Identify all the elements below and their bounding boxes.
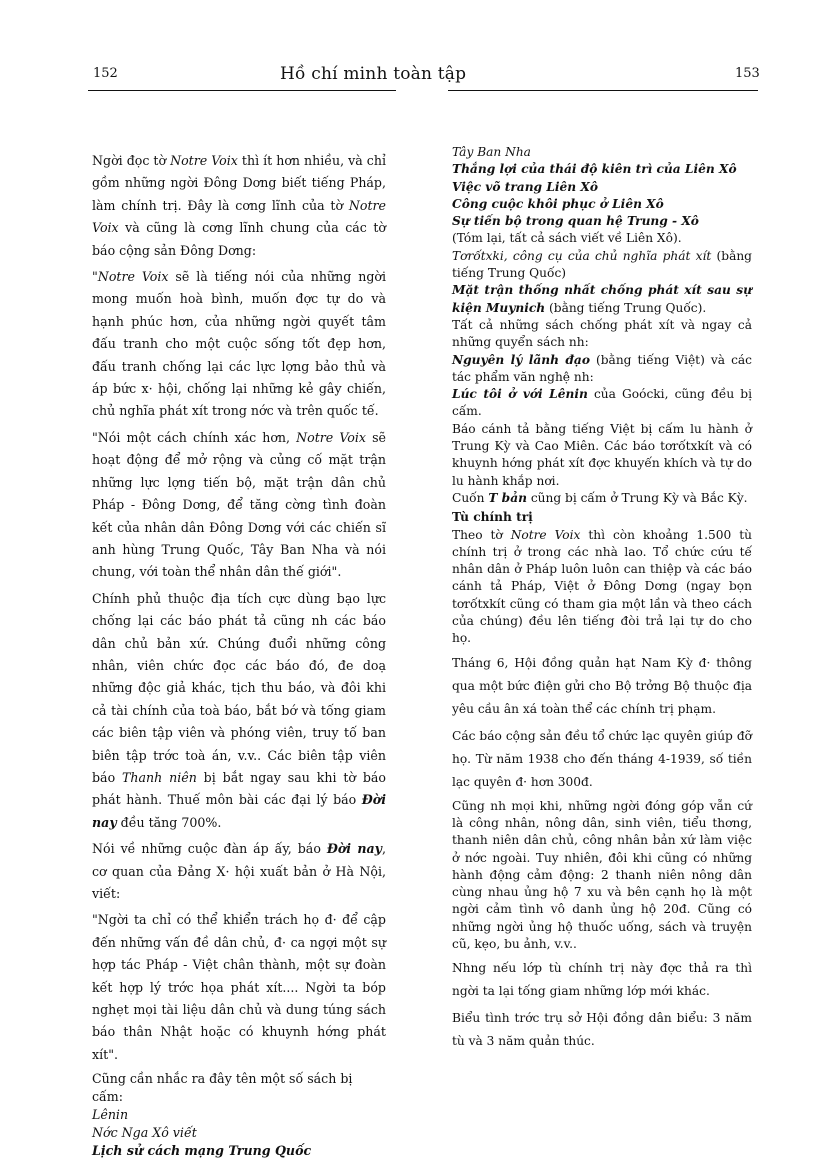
header-rule-left xyxy=(88,90,396,91)
book-title: Công cuộc khôi phục ở Liên Xô xyxy=(452,196,664,211)
header-rule-right xyxy=(448,90,758,91)
paragraph: Theo tờ Notre Voix thì còn khoảng 1.500 tù chính trị ở trong các nhà lao. Tổ chức cứu tế nhân dân ở Pháp luôn luôn can thiệp và các báo cánh tả Pháp, Việt ở Đông Dơng (ngay bọn tơrốtxkít cũng có tham gia một lần và theo cách của chúng) đều lên tiếng đòi trả lại tự do cho họ. xyxy=(452,527,753,646)
book-title: Tây Ban Nha xyxy=(452,145,531,159)
book-title: Thắng lợi của thái độ kiên trì của Liên Xô xyxy=(452,162,737,177)
text-line: Tất cả những sách chống phát xít và ngay cả những quyển sách nh: xyxy=(452,317,752,350)
book-title: Lịch sử cách mạng Trung Quốc xyxy=(92,1143,312,1159)
text-line: Cuốn T bản cũng bị cấm ở Trung Kỳ và Bắc Kỳ. xyxy=(452,490,748,505)
text-line: (Tóm lại, tất cả sách viết về Liên Xô). xyxy=(452,231,682,246)
text-line: Mặt trận thống nhất chống phát xít sau sự kiện Muynich (bằng tiếng Trung Quốc). xyxy=(452,283,752,315)
paragraph: Nói về những cuộc đàn áp ấy, báo Đời nay, cơ quan của Đảng X· hội xuất bản ở Hà Nội, viết: xyxy=(92,841,386,901)
text-line: Tơrốtxki, công cụ của chủ nghĩa phát xít (bằng tiếng Trung Quốc) xyxy=(452,248,752,281)
book-title: Lênin xyxy=(92,1107,129,1123)
section-heading: Tù chính trị xyxy=(452,510,533,525)
paragraph: Ngời đọc tờ Notre Voix thì ít hơn nhiều, và chỉ gồm những ngời Đông Dơng biết tiếng Pháp, làm chính trị. Đây là cơng lĩnh của tờ Notre Voix và cũng là cơng lĩnh chung của các tờ báo cộng sản Đông Dơng: xyxy=(92,153,386,258)
text-line: Báo cánh tả bằng tiếng Việt bị cấm lu hành ở Trung Kỳ và Cao Miên. Các báo tơrốtxkít và có khuynh hớng phát xít đợc khuyến khích và tự do lu hành khắp nơi. xyxy=(452,421,752,488)
paragraph: Tháng 6, Hội đồng quản hạt Nam Kỳ đ· thông qua một bức điện gửi cho Bộ trởng Bộ thuộc địa yêu cầu ân xá toàn thể các chính trị phạm. xyxy=(452,655,752,716)
running-title: Hồ chí minh toàn tập xyxy=(280,64,467,84)
paragraph: Các báo cộng sản đều tổ chức lạc quyên giúp đỡ họ. Từ năm 1938 cho đến tháng 4-1939, số tiền lạc quyên đ· hơn 300đ. xyxy=(452,728,752,789)
text-line: Nguyên lý lãnh đạo (bằng tiếng Việt) và các tác phẩm văn nghệ nh: xyxy=(452,352,752,384)
paragraph: Nhng nếu lớp tù chính trị này đợc thả ra thì ngời ta lại tống giam những lớp mới khác. xyxy=(452,961,752,999)
text-line: Lúc tôi ở với Lênin của Goócki, cũng đều bị cấm. xyxy=(452,387,752,419)
book-title: Sự tiến bộ trong quan hệ Trung - Xô xyxy=(452,214,699,229)
page-number-left: 152 xyxy=(93,66,118,81)
quote-paragraph: "Ngời ta chỉ có thể khiển trách họ đ· để cập đến những vấn đề dân chủ, đ· ca ngợi một sự hợp tác Pháp - Việt chân thành, một sự đoàn kết hợp lý trớc họa phát xít.... Ngời ta bóp nghẹt mọi tài liệu dân chủ và dung túng sách báo thân Nhật hoặc có khuynh hớng phát xít". xyxy=(92,912,386,1062)
paragraph: Chính phủ thuộc địa tích cực dùng bạo lực chống lại các báo phát tả cũng nh các báo dân chủ bản xứ. Chúng đuổi những công nhân, viên chức đọc các báo đó, đe doạ những độc giả khác, tịch thu báo, và đôi khi cả tài chính của toà báo, bắt bớ và tống giam các biên tập viên và phóng viên, truy tố ban biên tập trớc toà án, v.v.. Các biên tập viên báo Thanh niên bị bắt ngay sau khi tờ báo phát hành. Thuế môn bài các đại lý báo Đời nay đều tăng 700%. xyxy=(92,590,387,830)
page-number-right: 153 xyxy=(735,66,760,81)
book-title: Nớc Nga Xô viết xyxy=(92,1125,197,1141)
paragraph: Cũng cần nhắc ra đây tên một số sách bị cấm: xyxy=(92,1071,353,1105)
paragraph: "Notre Voix sẽ là tiếng nói của những ngời mong muốn hoà bình, muốn đợc tự do và hạnh phúc hơn, của những ngời quyết tâm đấu tranh cho một cuộc sống tốt đẹp hơn, đấu tranh chống lại các lực lợng bảo thủ và áp bức x· hội, chống lại những kẻ gây chiến, chủ nghĩa phát xít trong nớc và trên quốc tế. xyxy=(92,269,386,419)
paragraph: Biểu tình trớc trụ sở Hội đồng dân biểu: 3 năm tù và 3 năm quản thúc. xyxy=(452,1011,752,1049)
right-column xyxy=(452,144,752,1057)
paragraph: "Nói một cách chính xác hơn, Notre Voix sẽ hoạt động để mở rộng và củng cố mặt trận những lực lợng tiến bộ, mặt trận dân chủ Pháp - Đông Dơng, để tăng cờng tình đoàn kết của nhân dân Đông Dơng với các chiến sĩ anh hùng Trung Quốc, Tây Ban Nha và nói chung, với toàn thể nhân dân thế giới". xyxy=(92,429,386,580)
paragraph: Cũng nh mọi khi, những ngời đóng góp vẫn cứ là công nhân, nông dân, sinh viên, tiểu thơng, thanh niên dân chủ, công nhân bản xứ làm việc ở nớc ngoài. Tuy nhiên, đôi khi cũng có những hành động cảm động: 2 thanh niên nông dân cùng nhau ủng hộ 7 xu và bên cạnh họ là một ngời cảm tình vô danh ủng hộ 20đ. Cũng có những ngời ủng hộ thuốc uống, sách và truyện cũ, kẹo, bu ảnh, v.v.. xyxy=(452,798,752,951)
book-title: Việc võ trang Liên Xô xyxy=(452,179,598,194)
left-column xyxy=(92,150,386,1160)
